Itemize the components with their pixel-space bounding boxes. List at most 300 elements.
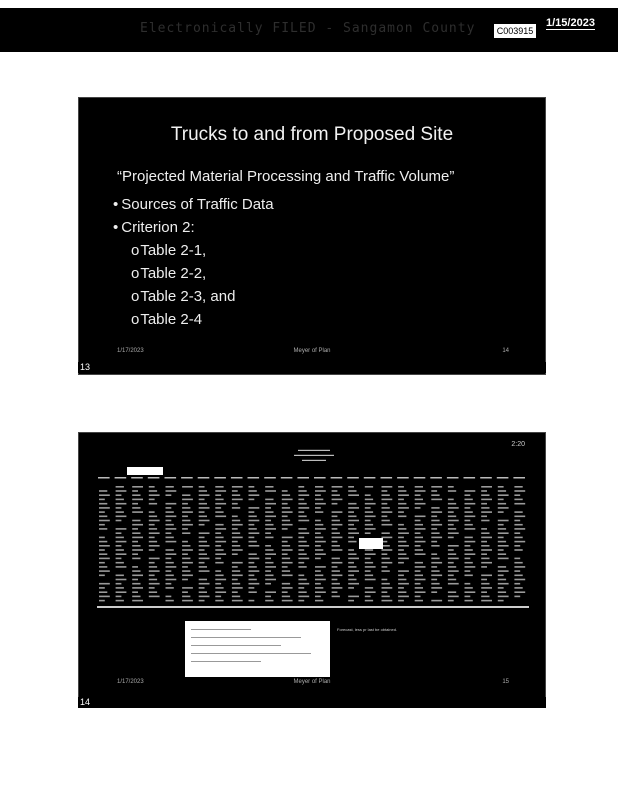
sheet-cell-glyph bbox=[315, 587, 323, 589]
sheet-cell-glyph bbox=[298, 503, 306, 505]
sheet-cell-glyph bbox=[348, 486, 354, 488]
sheet-cell-glyph bbox=[365, 520, 371, 522]
sheet-cell-glyph bbox=[249, 600, 255, 602]
sheet-cell-glyph bbox=[514, 516, 525, 518]
sheet-cell-glyph bbox=[365, 486, 373, 488]
sheet-cell-glyph bbox=[382, 499, 393, 501]
sheet-cell-glyph bbox=[431, 490, 437, 492]
sheet-cell-glyph bbox=[315, 566, 326, 568]
sheet-cell-glyph bbox=[149, 490, 157, 492]
sheet-header-glyph bbox=[397, 477, 409, 479]
sheet-cell-glyph bbox=[298, 587, 304, 589]
sheet-cell-glyph bbox=[481, 507, 489, 509]
sheet-cell-glyph bbox=[265, 516, 276, 518]
sheet-cell-glyph bbox=[315, 537, 323, 539]
sheet-cell-glyph bbox=[166, 537, 174, 539]
sheet-cell-glyph bbox=[132, 490, 138, 492]
sheet-cell-glyph bbox=[232, 524, 243, 526]
sheet-cell-glyph bbox=[448, 549, 454, 551]
sheet-cell-glyph bbox=[215, 511, 223, 513]
sheet-cell-glyph bbox=[415, 541, 426, 543]
sheet-cell-glyph bbox=[265, 537, 273, 539]
sheet-cell-glyph bbox=[315, 541, 326, 543]
sheet-cell-glyph bbox=[431, 494, 439, 496]
sheet-cell-glyph bbox=[298, 486, 304, 488]
sheet-cell-glyph bbox=[215, 549, 223, 551]
sheet-cell-glyph bbox=[448, 545, 459, 547]
sheet-cell-glyph bbox=[348, 516, 356, 518]
sheet-cell-glyph bbox=[249, 486, 255, 488]
sheet-cell-glyph bbox=[282, 570, 290, 572]
slide-number-13: 13 bbox=[78, 362, 546, 373]
sheet-cell-glyph bbox=[182, 596, 190, 598]
sheet-cell-glyph bbox=[382, 587, 393, 589]
sheet-cell-glyph bbox=[99, 583, 110, 585]
sheet-cell-glyph bbox=[365, 553, 376, 555]
sheet-cell-glyph bbox=[166, 587, 174, 589]
sheet-cell-glyph bbox=[481, 490, 487, 492]
sheet-cell-glyph bbox=[99, 541, 107, 543]
sheet-cell-glyph bbox=[182, 494, 190, 496]
sheet-cell-glyph bbox=[166, 553, 177, 555]
stamp-date: 1/15/2023 bbox=[546, 17, 595, 29]
sheet-cell-glyph bbox=[182, 579, 188, 581]
sheet-cell-glyph bbox=[99, 499, 105, 501]
sheet-cell-glyph bbox=[298, 558, 309, 560]
sheet-cell-glyph bbox=[182, 549, 193, 551]
sheet-cell-glyph bbox=[116, 583, 122, 585]
sheet-cell-glyph bbox=[481, 566, 487, 568]
sheet-cell-glyph bbox=[431, 553, 437, 555]
sheet-cell-glyph bbox=[448, 553, 456, 555]
sheet-cell-glyph bbox=[232, 549, 243, 551]
sheet-cell-glyph bbox=[481, 503, 487, 505]
sheet-cell-glyph bbox=[132, 545, 140, 547]
sheet-cell-glyph bbox=[348, 537, 354, 539]
sheet-cell-glyph bbox=[398, 524, 404, 526]
sheet-cell-glyph bbox=[398, 499, 404, 501]
sheet-cell-glyph bbox=[514, 503, 525, 505]
sheet-cell-glyph bbox=[448, 507, 459, 509]
sheet-cell-glyph bbox=[116, 511, 124, 513]
sheet-cell-glyph bbox=[514, 486, 522, 488]
sheet-cell-glyph bbox=[448, 520, 459, 522]
sheet-cell-glyph bbox=[398, 553, 406, 555]
sheet-cell-glyph bbox=[514, 537, 522, 539]
sheet-cell-glyph bbox=[415, 503, 426, 505]
sheet-total-row bbox=[97, 606, 529, 608]
sheet-cell-glyph bbox=[465, 528, 476, 530]
sheet-header-glyph bbox=[347, 477, 359, 479]
sheet-cell-glyph bbox=[348, 507, 359, 509]
sheet-header-glyph bbox=[314, 477, 326, 479]
sheet-cell-glyph bbox=[298, 596, 309, 598]
sheet-cell-glyph bbox=[199, 486, 205, 488]
sheet-cell-glyph bbox=[465, 516, 476, 518]
sheet-cell-glyph bbox=[149, 587, 155, 589]
sheet-cell-glyph bbox=[298, 549, 304, 551]
sheet-cell-glyph bbox=[481, 587, 492, 589]
sheet-cell-glyph bbox=[298, 511, 304, 513]
sheet-cell-glyph bbox=[99, 524, 105, 526]
sheet-cell-glyph bbox=[249, 562, 255, 564]
sheet-cell-glyph bbox=[431, 486, 442, 488]
sheet-cell-glyph bbox=[99, 575, 105, 577]
sheet-cell-glyph bbox=[514, 511, 522, 513]
sheet-cell-glyph bbox=[348, 587, 354, 589]
sheet-cell-glyph bbox=[166, 490, 177, 492]
sheet-cell-glyph bbox=[382, 511, 393, 513]
sheet-cell-glyph bbox=[498, 553, 506, 555]
sheet-cell-glyph bbox=[365, 579, 376, 581]
sheet-cell-glyph bbox=[481, 528, 487, 530]
sheet-cell-glyph bbox=[431, 583, 439, 585]
sheet-cell-glyph bbox=[199, 490, 207, 492]
sheet-cell-glyph bbox=[282, 507, 290, 509]
sheet-cell-glyph bbox=[182, 558, 190, 560]
sheet-cell-glyph bbox=[332, 591, 338, 593]
sheet-cell-glyph bbox=[298, 528, 306, 530]
sheet-cell-glyph bbox=[99, 553, 107, 555]
sheet-cell-glyph bbox=[298, 532, 309, 534]
sheet-header-glyph bbox=[181, 477, 193, 479]
slide-footer-page: 15 bbox=[502, 679, 509, 685]
sheet-cell-glyph bbox=[465, 507, 471, 509]
sheet-cell-glyph bbox=[116, 600, 124, 602]
sheet-cell-glyph bbox=[365, 596, 371, 598]
sheet-cell-glyph bbox=[132, 499, 143, 501]
sheet-cell-glyph bbox=[415, 553, 426, 555]
sheet-cell-glyph bbox=[398, 591, 406, 593]
sheet-cell-glyph bbox=[382, 516, 388, 518]
sheet-cell-glyph bbox=[431, 575, 442, 577]
sheet-cell-glyph bbox=[199, 600, 205, 602]
sheet-cell-glyph bbox=[431, 591, 437, 593]
sheet-cell-glyph bbox=[282, 511, 293, 513]
sheet-cell-glyph bbox=[348, 528, 356, 530]
sheet-cell-glyph bbox=[498, 545, 509, 547]
sheet-cell-glyph bbox=[199, 494, 210, 496]
sheet-cell-glyph bbox=[498, 566, 506, 568]
sheet-cell-glyph bbox=[448, 562, 454, 564]
sheet-cell-glyph bbox=[232, 537, 243, 539]
sheet-cell-glyph bbox=[514, 532, 520, 534]
sheet-cell-glyph bbox=[215, 528, 226, 530]
sheet-cell-glyph bbox=[398, 528, 406, 530]
sheet-cell-glyph bbox=[415, 490, 426, 492]
sheet-cell-glyph bbox=[498, 507, 509, 509]
sheet-header-glyph bbox=[414, 477, 426, 479]
sheet-cell-glyph bbox=[448, 486, 454, 488]
sheet-cell-glyph bbox=[282, 566, 288, 568]
sheet-cell-glyph bbox=[132, 486, 143, 488]
sheet-cell-glyph bbox=[398, 583, 409, 585]
sheet-cell-glyph bbox=[315, 520, 321, 522]
sheet-cell-glyph bbox=[498, 591, 506, 593]
sub-bullet-item: o Table 2-1, bbox=[113, 239, 274, 262]
filing-watermark: Electronically FILED - Sangamon County bbox=[140, 21, 476, 36]
sheet-cell-glyph bbox=[415, 570, 421, 572]
sheet-cell-glyph bbox=[132, 503, 138, 505]
sheet-header-glyph bbox=[248, 477, 260, 479]
sheet-cell-glyph bbox=[215, 537, 223, 539]
sheet-cell-glyph bbox=[465, 520, 471, 522]
sheet-cell-glyph bbox=[348, 575, 354, 577]
sheet-cell-glyph bbox=[332, 541, 338, 543]
sheet-cell-glyph bbox=[166, 541, 177, 543]
sheet-cell-glyph bbox=[382, 566, 388, 568]
sheet-cell-glyph bbox=[215, 532, 221, 534]
sheet-cell-glyph bbox=[431, 532, 439, 534]
sheet-cell-glyph bbox=[282, 528, 288, 530]
sheet-cell-glyph bbox=[232, 520, 240, 522]
sheet-cell-glyph bbox=[365, 570, 371, 572]
sheet-cell-glyph bbox=[431, 511, 442, 513]
sheet-cell-glyph bbox=[265, 511, 273, 513]
sheet-cell-glyph bbox=[431, 516, 437, 518]
sheet-cell-glyph bbox=[265, 566, 276, 568]
sheet-cell-glyph bbox=[315, 486, 323, 488]
sheet-cell-glyph bbox=[431, 562, 442, 564]
sheet-cell-glyph bbox=[265, 579, 276, 581]
sheet-cell-glyph bbox=[498, 600, 504, 602]
sheet-cell-glyph bbox=[514, 591, 525, 593]
sheet-cell-glyph bbox=[481, 553, 487, 555]
sheet-header-glyph bbox=[98, 477, 110, 479]
sheet-cell-glyph bbox=[481, 494, 489, 496]
sheet-cell-glyph bbox=[282, 545, 290, 547]
sheet-cell-glyph bbox=[448, 570, 459, 572]
sheet-header-glyph bbox=[381, 477, 393, 479]
sheet-cell-glyph bbox=[149, 486, 155, 488]
sheet-cell-glyph bbox=[116, 553, 127, 555]
sheet-cell-glyph bbox=[199, 587, 205, 589]
sheet-cell-glyph bbox=[415, 591, 426, 593]
sheet-cell-glyph bbox=[249, 524, 255, 526]
sheet-cell-glyph bbox=[348, 524, 354, 526]
sheet-cell-glyph bbox=[132, 558, 140, 560]
sheet-cell-glyph bbox=[199, 562, 205, 564]
sheet-cell-glyph bbox=[232, 516, 238, 518]
sheet-cell-glyph bbox=[282, 596, 290, 598]
sheet-cell-glyph bbox=[498, 494, 509, 496]
sheet-cell-glyph bbox=[215, 600, 223, 602]
sheet-cell-glyph bbox=[365, 503, 376, 505]
sheet-cell-glyph bbox=[265, 583, 271, 585]
sheet-cell-glyph bbox=[99, 570, 110, 572]
sheet-cell-glyph bbox=[465, 494, 471, 496]
sheet-cell-glyph bbox=[315, 490, 326, 492]
sheet-cell-glyph bbox=[431, 600, 442, 602]
sheet-title-block: ▬▬▬▬▬▬▬▬ ▬▬▬▬▬▬▬▬▬▬ ▬▬▬▬▬▬ bbox=[294, 447, 334, 462]
sheet-cell-glyph bbox=[99, 511, 105, 513]
sheet-cell-glyph bbox=[265, 532, 271, 534]
sheet-cell-glyph bbox=[415, 486, 423, 488]
sheet-cell-glyph bbox=[431, 545, 439, 547]
sheet-header-glyph bbox=[198, 477, 210, 479]
sheet-cell-glyph bbox=[332, 596, 340, 598]
sheet-cell-glyph bbox=[116, 528, 127, 530]
sheet-header-glyph bbox=[513, 477, 525, 479]
sheet-header-glyph bbox=[447, 477, 459, 479]
sheet-cell-glyph bbox=[315, 528, 326, 530]
sheet-cell-glyph bbox=[132, 600, 143, 602]
sheet-cell-glyph bbox=[481, 579, 487, 581]
sheet-cell-glyph bbox=[298, 541, 306, 543]
sheet-cell-glyph bbox=[298, 499, 304, 501]
sheet-cell-glyph bbox=[132, 591, 138, 593]
sheet-cell-glyph bbox=[332, 549, 343, 551]
sheet-cell-glyph bbox=[481, 575, 492, 577]
sheet-cell-glyph bbox=[365, 516, 376, 518]
sheet-cell-glyph bbox=[415, 562, 423, 564]
sheet-cell-glyph bbox=[199, 532, 210, 534]
sheet-cell-glyph bbox=[149, 511, 155, 513]
sheet-cell-glyph bbox=[348, 490, 356, 492]
sheet-cell-glyph bbox=[232, 566, 238, 568]
sheet-cell-glyph bbox=[382, 494, 390, 496]
sheet-cell-glyph bbox=[332, 490, 338, 492]
sheet-cell-glyph bbox=[116, 541, 127, 543]
sheet-cell-glyph bbox=[249, 494, 260, 496]
sheet-cell-glyph bbox=[116, 490, 127, 492]
sheet-header-glyph bbox=[464, 477, 476, 479]
sheet-cell-glyph bbox=[232, 553, 238, 555]
sheet-cell-glyph bbox=[149, 503, 157, 505]
sheet-cell-glyph bbox=[398, 494, 409, 496]
sheet-cell-glyph bbox=[481, 520, 489, 522]
bullet-list bbox=[113, 193, 274, 331]
sheet-cell-glyph bbox=[282, 541, 288, 543]
sheet-cell-glyph bbox=[199, 541, 207, 543]
sheet-cell-glyph bbox=[431, 520, 439, 522]
bullet-item: • Sources of Traffic Data bbox=[113, 193, 274, 216]
sheet-cell-glyph bbox=[398, 562, 404, 564]
sheet-cell-glyph bbox=[132, 528, 138, 530]
slide-14 bbox=[78, 432, 546, 706]
sheet-cell-glyph bbox=[298, 490, 306, 492]
sheet-cell-glyph bbox=[298, 591, 306, 593]
sheet-cell-glyph bbox=[215, 507, 221, 509]
sheet-cell-glyph bbox=[382, 549, 393, 551]
sheet-cell-glyph bbox=[498, 524, 504, 526]
sheet-cell-glyph bbox=[398, 549, 404, 551]
sheet-cell-glyph bbox=[132, 575, 143, 577]
sheet-cell-glyph bbox=[348, 566, 356, 568]
sub-bullet-item: o Table 2-2, bbox=[113, 262, 274, 285]
sheet-cell-glyph bbox=[465, 553, 476, 555]
sheet-cell-glyph bbox=[99, 516, 107, 518]
sheet-cell-glyph bbox=[431, 541, 437, 543]
sheet-cell-glyph bbox=[265, 558, 271, 560]
sheet-cell-glyph bbox=[498, 541, 506, 543]
sheet-cell-glyph bbox=[215, 562, 223, 564]
sheet-cell-glyph bbox=[232, 528, 238, 530]
sheet-cell-glyph bbox=[415, 596, 421, 598]
sheet-cell-glyph bbox=[166, 511, 174, 513]
sheet-cell-glyph bbox=[166, 549, 174, 551]
sheet-cell-glyph bbox=[415, 516, 426, 518]
sheet-cell-glyph bbox=[514, 549, 522, 551]
sheet-cell-glyph bbox=[398, 532, 409, 534]
sheet-cell-glyph bbox=[514, 566, 525, 568]
sheet-cell-glyph bbox=[498, 503, 506, 505]
sheet-cell-glyph bbox=[99, 549, 105, 551]
sheet-cell-glyph bbox=[481, 591, 487, 593]
slide-number-14: 14 bbox=[78, 697, 546, 708]
sheet-cell-glyph bbox=[315, 524, 323, 526]
bullet-item: • Criterion 2: bbox=[113, 216, 274, 239]
sheet-cell-glyph bbox=[348, 520, 359, 522]
sheet-cell-glyph bbox=[465, 583, 471, 585]
sheet-cell-glyph bbox=[166, 486, 174, 488]
sheet-cell-glyph bbox=[465, 600, 473, 602]
sheet-cell-glyph bbox=[215, 591, 226, 593]
sheet-cell-glyph bbox=[249, 520, 260, 522]
sheet-cell-glyph bbox=[232, 591, 238, 593]
sheet-cell-glyph bbox=[481, 562, 492, 564]
sheet-cell-glyph bbox=[265, 562, 273, 564]
sheet-cell-glyph bbox=[415, 600, 423, 602]
sheet-cell-glyph bbox=[166, 596, 172, 598]
sheet-cell-glyph bbox=[431, 528, 437, 530]
sheet-cell-glyph bbox=[149, 583, 160, 585]
sheet-cell-glyph bbox=[498, 596, 509, 598]
slide-13 bbox=[78, 97, 546, 375]
sheet-cell-glyph bbox=[232, 503, 238, 505]
sheet-cell-glyph bbox=[315, 499, 323, 501]
sheet-cell-glyph bbox=[382, 583, 390, 585]
sheet-cell-glyph bbox=[498, 486, 504, 488]
sheet-cell-glyph bbox=[398, 503, 406, 505]
sheet-cell-glyph bbox=[431, 558, 439, 560]
sheet-cell-glyph bbox=[398, 541, 406, 543]
sheet-cell-glyph bbox=[514, 494, 520, 496]
sheet-cell-glyph bbox=[431, 537, 442, 539]
sheet-cell-glyph bbox=[431, 570, 439, 572]
sheet-cell-glyph bbox=[365, 600, 373, 602]
sheet-cell-glyph bbox=[265, 553, 276, 555]
sheet-cell-glyph bbox=[182, 532, 190, 534]
sheet-cell-glyph bbox=[249, 591, 257, 593]
sheet-cell-glyph bbox=[132, 596, 140, 598]
sheet-cell-glyph bbox=[348, 562, 354, 564]
sheet-cell-glyph bbox=[398, 579, 406, 581]
sheet-cell-glyph bbox=[116, 516, 127, 518]
sheet-cell-glyph bbox=[448, 490, 456, 492]
sheet-cell-glyph bbox=[332, 524, 343, 526]
sheet-cell-glyph bbox=[481, 541, 487, 543]
sheet-cell-glyph bbox=[99, 490, 107, 492]
sheet-cell-glyph bbox=[514, 558, 520, 560]
sheet-cell-glyph bbox=[182, 516, 188, 518]
sheet-cell-glyph bbox=[199, 558, 210, 560]
sheet-cell-glyph bbox=[315, 553, 326, 555]
sheet-cell-glyph bbox=[415, 549, 423, 551]
sheet-cell-glyph bbox=[514, 499, 522, 501]
sheet-cell-glyph bbox=[332, 562, 343, 564]
sheet-cell-glyph bbox=[132, 537, 143, 539]
sheet-cell-glyph bbox=[149, 591, 157, 593]
sheet-cell-glyph bbox=[132, 507, 140, 509]
sheet-cell-glyph bbox=[99, 587, 105, 589]
sheet-cell-glyph bbox=[199, 503, 207, 505]
sheet-cell-glyph bbox=[315, 507, 321, 509]
sheet-cell-glyph bbox=[99, 537, 105, 539]
sheet-cell-glyph bbox=[182, 499, 193, 501]
sheet-cell-glyph bbox=[99, 520, 110, 522]
sheet-cell-glyph bbox=[215, 587, 223, 589]
